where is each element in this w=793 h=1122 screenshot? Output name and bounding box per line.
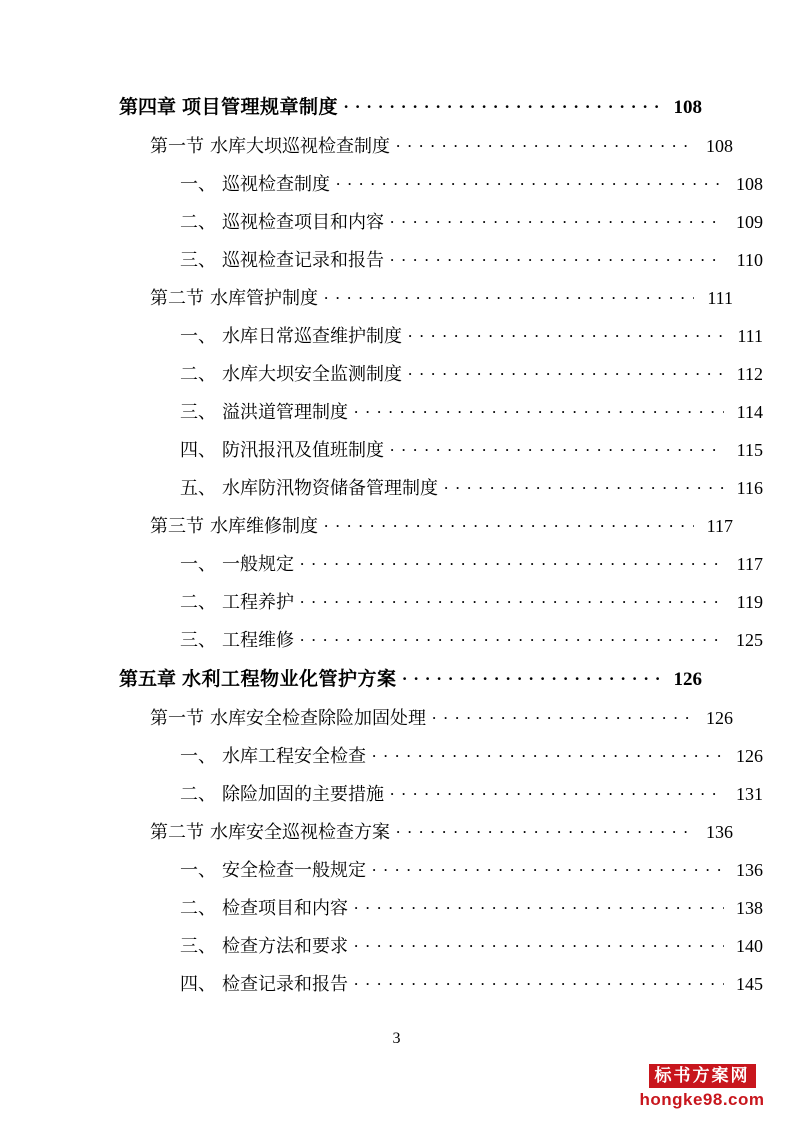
toc-entry-number-text: 三、 bbox=[180, 402, 216, 422]
toc-entry-page: 119 bbox=[736, 592, 763, 612]
toc-entry[interactable] bbox=[105, 398, 763, 424]
toc-entry-number-text: 一、 bbox=[180, 554, 216, 574]
toc-entry[interactable] bbox=[105, 436, 763, 462]
toc-entry[interactable] bbox=[105, 626, 763, 652]
toc-entry[interactable] bbox=[105, 208, 763, 234]
toc-entry[interactable] bbox=[105, 780, 763, 806]
toc-leader-dots bbox=[354, 972, 724, 990]
toc-leader-dots bbox=[390, 248, 724, 266]
toc-entry-number-text: 二、 bbox=[180, 212, 216, 232]
toc-leader-dots bbox=[324, 286, 694, 304]
toc-entry-number-text: 第二节 bbox=[150, 822, 204, 842]
toc-leader-dots bbox=[344, 94, 663, 113]
toc-entry-number-text: 四、 bbox=[180, 974, 216, 994]
toc-leader-dots bbox=[390, 210, 724, 228]
toc-entry-number bbox=[119, 92, 182, 119]
toc-entry-number-text: 二、 bbox=[180, 784, 216, 804]
toc-entry-number bbox=[180, 360, 222, 386]
toc-entry-page: 108 bbox=[736, 174, 763, 194]
toc-entry[interactable] bbox=[105, 818, 733, 844]
toc-entry-page: 115 bbox=[736, 440, 763, 460]
toc-entry-title: 溢洪道管理制度 bbox=[222, 402, 348, 422]
toc-entry-number-text: 一、 bbox=[180, 746, 216, 766]
toc-entry[interactable] bbox=[105, 512, 733, 538]
toc-entry-title: 巡视检查项目和内容 bbox=[222, 212, 384, 232]
toc-leader-dots bbox=[300, 628, 724, 646]
toc-leader-dots bbox=[372, 858, 724, 876]
toc-entry-page: 109 bbox=[736, 212, 763, 232]
toc-entry[interactable] bbox=[105, 856, 763, 882]
toc-entry-number bbox=[180, 436, 222, 462]
toc-entry[interactable] bbox=[105, 970, 763, 996]
toc-leader-dots bbox=[372, 744, 724, 762]
toc-entry[interactable] bbox=[105, 550, 763, 576]
toc-entry-title: 水库防汛物资储备管理制度 bbox=[222, 478, 438, 498]
toc-leader-dots bbox=[354, 934, 724, 952]
toc-leader-dots bbox=[354, 400, 724, 418]
toc-entry-number-text: 二、 bbox=[180, 592, 216, 612]
toc-leader-dots bbox=[396, 134, 694, 152]
toc-leader-dots bbox=[324, 514, 694, 532]
toc-entry-number bbox=[180, 398, 222, 424]
toc-entry-number-text: 第一节 bbox=[150, 708, 204, 728]
toc-leader-dots bbox=[354, 896, 724, 914]
toc-entry-page: 117 bbox=[706, 516, 733, 536]
toc-entry-number bbox=[180, 246, 222, 272]
toc-entry-title: 工程养护 bbox=[222, 592, 294, 612]
watermark-brand-cn: 标书方案网 bbox=[649, 1064, 756, 1089]
toc-entry-page: 111 bbox=[707, 288, 733, 308]
toc-entry-number-text: 二、 bbox=[180, 898, 216, 918]
toc-entry-title: 除险加固的主要措施 bbox=[222, 784, 384, 804]
toc-entry-number-text: 第三节 bbox=[150, 516, 204, 536]
toc-entry-page: 114 bbox=[736, 402, 763, 422]
toc-entry-number bbox=[180, 588, 222, 614]
toc-entry-number bbox=[180, 970, 222, 996]
toc-entry-number bbox=[119, 664, 182, 691]
toc-entry[interactable] bbox=[105, 132, 733, 158]
toc-entry[interactable] bbox=[105, 664, 702, 691]
toc-entry-title: 检查项目和内容 bbox=[222, 898, 348, 918]
toc-entry-title: 水库日常巡查维护制度 bbox=[222, 326, 402, 346]
toc-entry-number bbox=[180, 626, 222, 652]
toc-leader-dots bbox=[408, 324, 724, 342]
toc-entry-number bbox=[150, 132, 210, 158]
toc-leader-dots bbox=[408, 362, 724, 380]
toc-entry-number-text: 第二节 bbox=[150, 288, 204, 308]
toc-leader-dots bbox=[336, 172, 724, 190]
toc-entry-page: 126 bbox=[673, 669, 702, 690]
toc-entry[interactable] bbox=[105, 588, 763, 614]
toc-entry-number bbox=[180, 856, 222, 882]
toc-entry-page: 126 bbox=[736, 746, 763, 766]
toc-entry[interactable] bbox=[105, 474, 763, 500]
toc-entry-number bbox=[180, 208, 222, 234]
toc-entry[interactable] bbox=[105, 742, 763, 768]
toc-entry-number bbox=[150, 512, 210, 538]
toc-entry[interactable] bbox=[105, 92, 702, 119]
toc-entry-number-text: 一、 bbox=[180, 860, 216, 880]
toc-entry-number bbox=[180, 894, 222, 920]
toc-entry-number bbox=[180, 780, 222, 806]
toc-leader-dots bbox=[300, 590, 724, 608]
toc-entry-title: 水库安全检查除险加固处理 bbox=[210, 708, 426, 728]
toc-entry-page: 131 bbox=[736, 784, 763, 804]
toc-leader-dots bbox=[432, 706, 694, 724]
toc-entry-page: 136 bbox=[706, 822, 733, 842]
toc-entry-title: 防汛报汛及值班制度 bbox=[222, 440, 384, 460]
toc-entry[interactable] bbox=[105, 170, 763, 196]
toc-entry-number-text: 五、 bbox=[180, 478, 216, 498]
toc-entry-number bbox=[180, 742, 222, 768]
toc-entry-page: 126 bbox=[706, 708, 733, 728]
toc-leader-dots bbox=[396, 820, 694, 838]
toc-entry-title: 工程维修 bbox=[222, 630, 294, 650]
toc-entry-title: 检查方法和要求 bbox=[222, 936, 348, 956]
toc-entry-page: 108 bbox=[673, 97, 702, 118]
watermark-domain: hongke98.com bbox=[639, 1090, 765, 1110]
toc-entry-page: 108 bbox=[706, 136, 733, 156]
toc-entry-page: 125 bbox=[736, 630, 763, 650]
toc-entry-title: 巡视检查记录和报告 bbox=[222, 250, 384, 270]
toc-entry-number bbox=[150, 704, 210, 730]
toc-entry-title: 水库大坝安全监测制度 bbox=[222, 364, 402, 384]
toc-entry-title: 水库维修制度 bbox=[210, 516, 318, 536]
toc-entry-number-text: 一、 bbox=[180, 174, 216, 194]
toc-entry-title: 安全检查一般规定 bbox=[222, 860, 366, 880]
toc-entry-page: 110 bbox=[736, 250, 763, 270]
toc-entry[interactable] bbox=[105, 360, 763, 386]
toc-leader-dots bbox=[444, 476, 724, 494]
toc-entry-number bbox=[150, 284, 210, 310]
toc-entry-number-text: 三、 bbox=[180, 630, 216, 650]
page-number: 3 bbox=[392, 1030, 401, 1047]
toc-entry-number bbox=[180, 550, 222, 576]
toc-entry-number bbox=[180, 170, 222, 196]
table-of-contents bbox=[105, 92, 763, 996]
toc-entry[interactable] bbox=[105, 932, 763, 958]
toc-leader-dots bbox=[300, 552, 724, 570]
toc-entry-number bbox=[150, 818, 210, 844]
toc-entry-number-text: 第五章 bbox=[119, 669, 177, 690]
toc-leader-dots bbox=[390, 438, 724, 456]
toc-entry-number-text: 三、 bbox=[180, 936, 216, 956]
toc-entry-number-text: 一、 bbox=[180, 326, 216, 346]
toc-entry-title: 水库管护制度 bbox=[210, 288, 318, 308]
toc-entry-number bbox=[180, 322, 222, 348]
toc-entry-number bbox=[180, 474, 222, 500]
toc-entry-title: 水库大坝巡视检查制度 bbox=[210, 136, 390, 156]
toc-entry-number-text: 第一节 bbox=[150, 136, 204, 156]
toc-entry-title: 水库工程安全检查 bbox=[222, 746, 366, 766]
toc-entry-page: 116 bbox=[736, 478, 763, 498]
toc-entry-title: 水库安全巡视检查方案 bbox=[210, 822, 390, 842]
toc-entry-number-text: 四、 bbox=[180, 440, 216, 460]
toc-entry-page: 138 bbox=[736, 898, 763, 918]
toc-entry-title: 一般规定 bbox=[222, 554, 294, 574]
toc-entry-number-text: 二、 bbox=[180, 364, 216, 384]
toc-entry-number bbox=[180, 932, 222, 958]
toc-entry-page: 111 bbox=[737, 326, 763, 346]
toc-entry-title: 检查记录和报告 bbox=[222, 974, 348, 994]
toc-entry[interactable] bbox=[105, 246, 763, 272]
watermark bbox=[629, 1064, 775, 1110]
toc-entry-page: 112 bbox=[736, 364, 763, 384]
toc-leader-dots bbox=[390, 782, 724, 800]
toc-leader-dots bbox=[403, 666, 663, 685]
toc-entry-page: 136 bbox=[736, 860, 763, 880]
toc-entry[interactable] bbox=[105, 894, 763, 920]
toc-entry-page: 117 bbox=[736, 554, 763, 574]
toc-entry-number-text: 第四章 bbox=[119, 97, 177, 118]
toc-entry-title: 项目管理规章制度 bbox=[182, 97, 339, 118]
toc-entry[interactable] bbox=[105, 322, 763, 348]
toc-entry-page: 140 bbox=[736, 936, 763, 956]
toc-entry[interactable] bbox=[105, 704, 733, 730]
toc-entry-title: 水利工程物业化管护方案 bbox=[182, 669, 397, 690]
toc-entry-page: 145 bbox=[736, 974, 763, 994]
toc-entry-number-text: 三、 bbox=[180, 250, 216, 270]
toc-entry-title: 巡视检查制度 bbox=[222, 174, 330, 194]
toc-entry[interactable] bbox=[105, 284, 733, 310]
